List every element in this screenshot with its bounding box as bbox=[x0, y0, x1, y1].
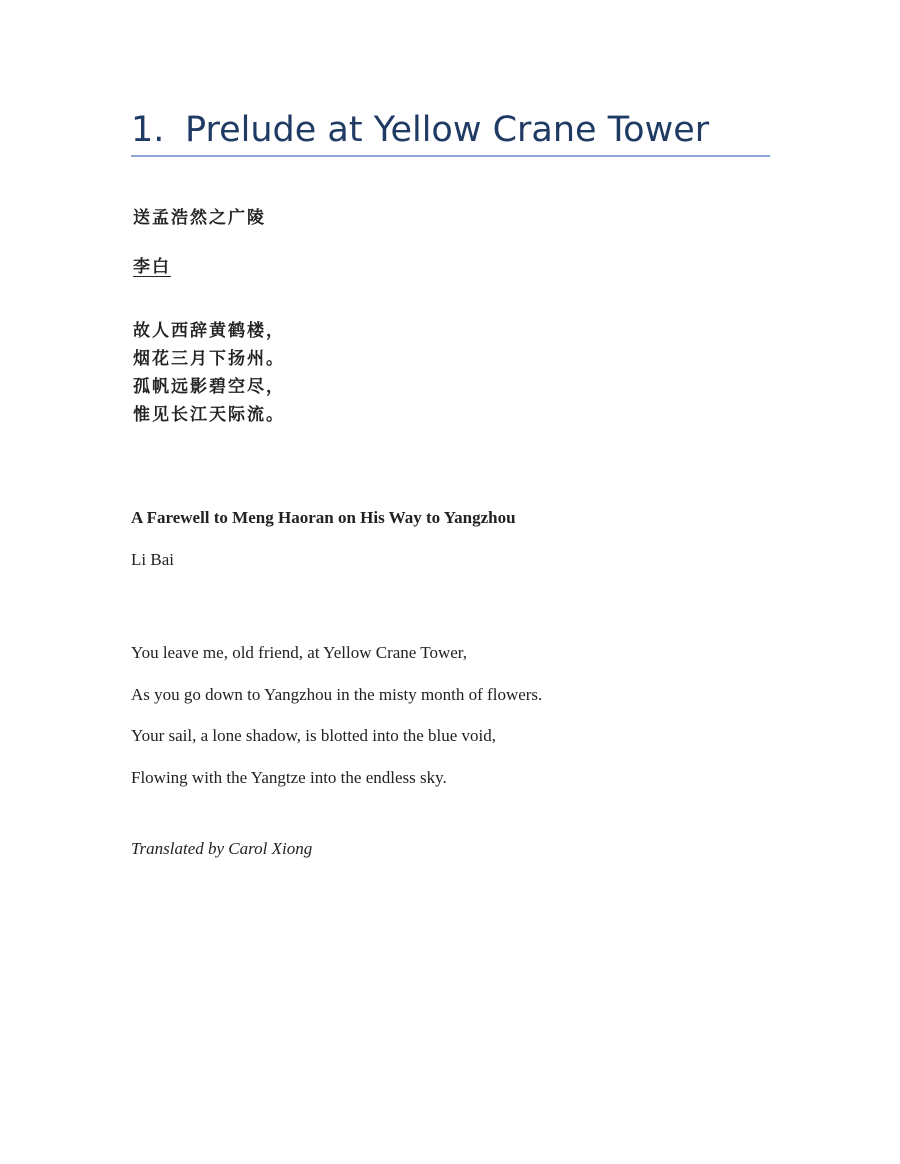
english-poem-line: As you go down to Yangzhou in the misty month of flowers. bbox=[131, 684, 543, 704]
section-title: Prelude at Yellow Crane Tower bbox=[185, 110, 710, 150]
chinese-poem-author: 李白 bbox=[133, 257, 171, 277]
english-poem-line: You leave me, old friend, at Yellow Crane Tower, bbox=[131, 643, 468, 662]
english-poem-line: Your sail, a lone shadow, is blotted into the blue void, bbox=[131, 726, 497, 745]
chinese-poem-title: 送孟浩然之广陵 bbox=[133, 208, 266, 228]
chinese-poem-line: 惟见长江天际流。 bbox=[133, 405, 285, 425]
translator-credit: Translated by Carol Xiong bbox=[131, 839, 313, 858]
english-poem-line: Flowing with the Yangtze into the endless sky. bbox=[131, 767, 447, 787]
chinese-poem-line: 烟花三月下扬州。 bbox=[133, 349, 285, 369]
chinese-poem-line: 孤帆远影碧空尽， bbox=[133, 377, 285, 397]
english-poem-author: Li Bai bbox=[131, 550, 174, 569]
english-poem-body bbox=[131, 632, 542, 798]
chinese-poem-line: 故人西辞黄鹤楼， bbox=[133, 321, 285, 341]
section-number: 1. bbox=[131, 110, 165, 150]
chinese-poem-body bbox=[133, 317, 285, 429]
english-poem-title: A Farewell to Meng Haoran on His Way to Yangzhou bbox=[131, 508, 516, 527]
section-heading bbox=[131, 104, 771, 156]
heading-underline-rule bbox=[131, 155, 770, 157]
